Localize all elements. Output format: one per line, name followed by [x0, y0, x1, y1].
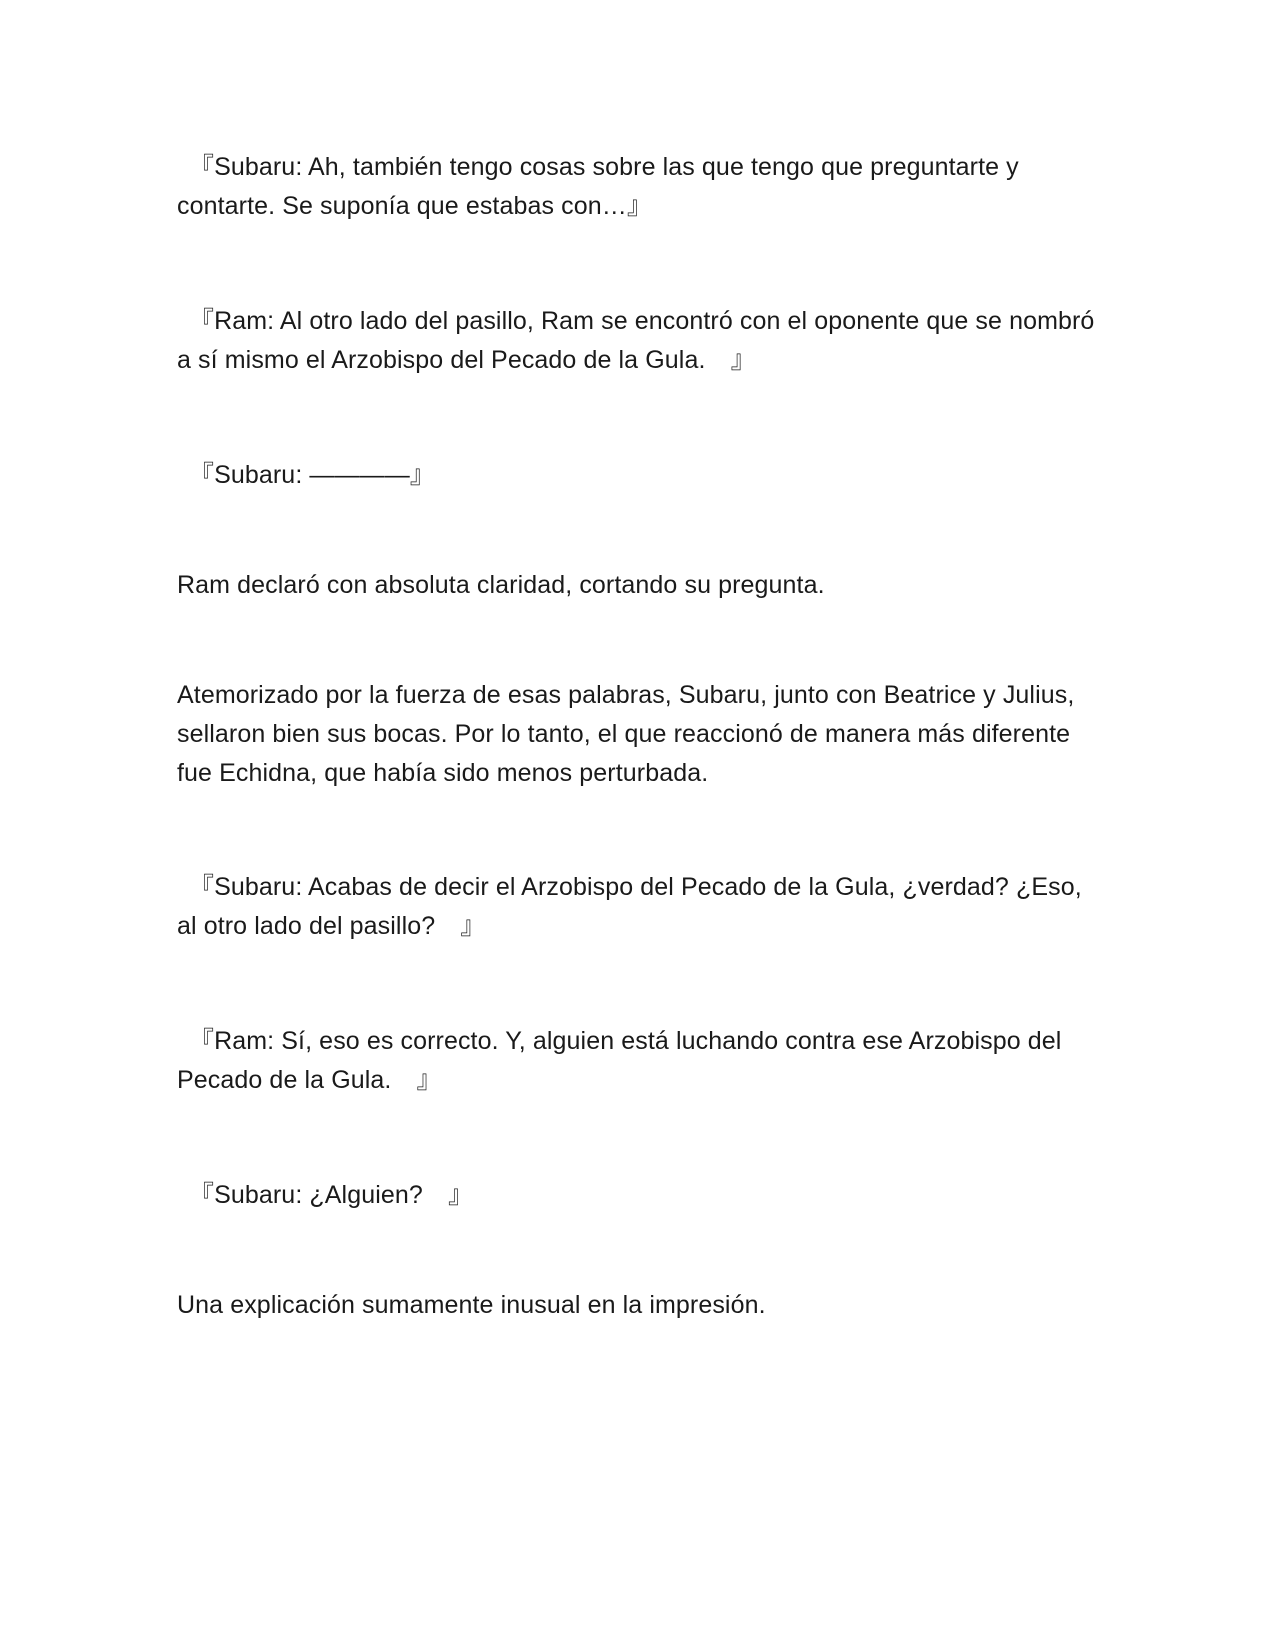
dialogue-paragraph: 『Subaru: ————』	[189, 461, 435, 489]
dialogue-paragraph: 『Subaru: Ah, también tengo cosas sobre las que tengo que preguntarte y contarte. Se suponía que estabas con…』	[177, 153, 1019, 220]
dialogue-paragraph: 『Ram: Al otro lado del pasillo, Ram se encontró con el oponente que se nombró a sí mismo el Arzobispo del Pecado de la Gula. 』	[177, 307, 1095, 374]
narration-paragraph: Atemorizado por la fuerza de esas palabras, Subaru, junto con Beatrice y Julius, sellaron bien sus bocas. Por lo tanto, el que reaccionó de manera más diferente fue Echidna, que había sido menos perturbada.	[177, 681, 1075, 787]
narration-paragraph: Ram declaró con absoluta claridad, cortando su pregunta.	[177, 571, 825, 599]
dialogue-paragraph: 『Subaru: ¿Alguien? 』	[189, 1181, 474, 1209]
narration-paragraph: Una explicación sumamente inusual en la impresión.	[177, 1291, 766, 1319]
dialogue-paragraph: 『Ram: Sí, eso es correcto. Y, alguien está luchando contra ese Arzobispo del Pecado de la Gula. 』	[177, 1027, 1062, 1094]
dialogue-paragraph: 『Subaru: Acabas de decir el Arzobispo del Pecado de la Gula, ¿verdad? ¿Eso, al otro lado del pasillo? 』	[177, 873, 1082, 940]
